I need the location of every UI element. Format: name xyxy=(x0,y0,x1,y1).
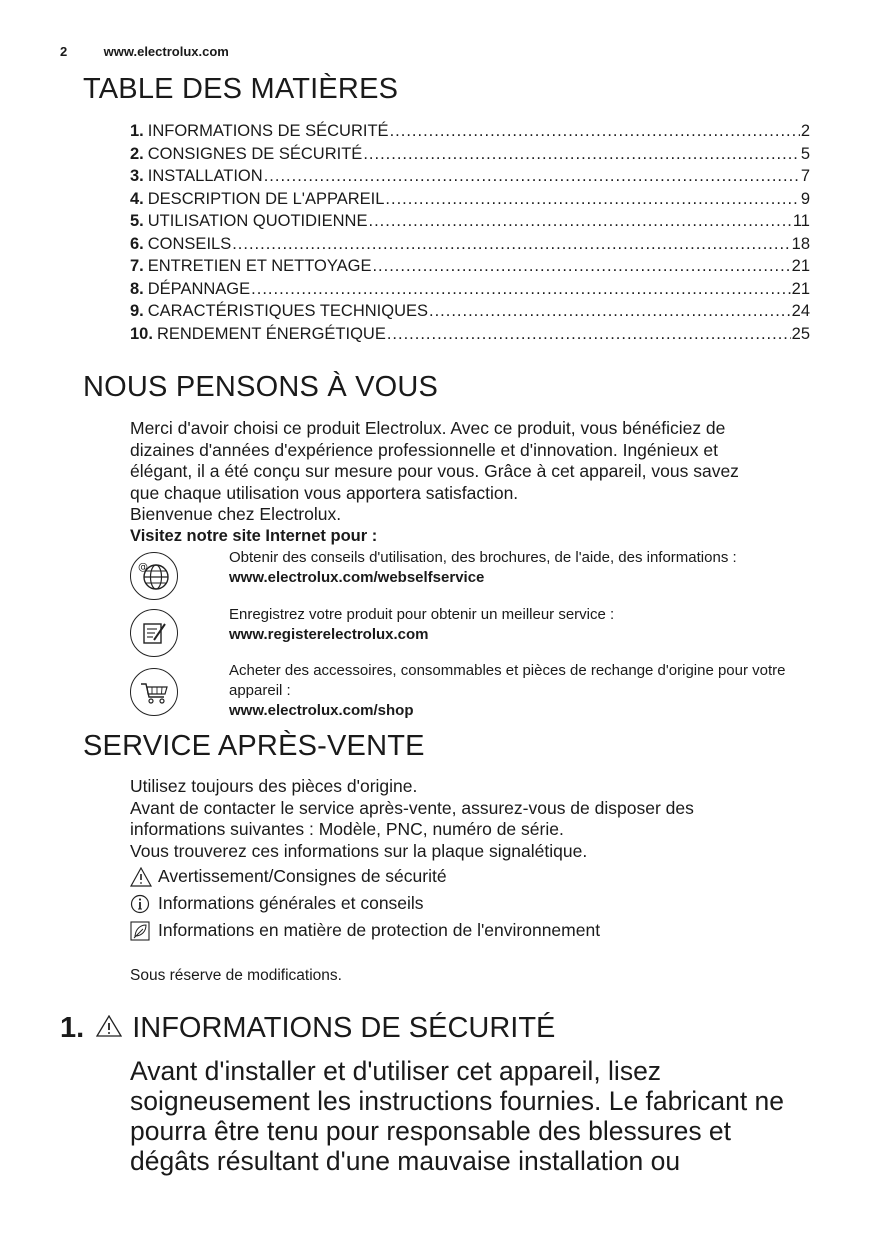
toc-entry-label: INSTALLATION xyxy=(147,167,263,185)
link-row-register xyxy=(130,605,820,661)
link-row-webselfservice xyxy=(130,548,820,604)
toc-entry[interactable]: 7. ENTRETIEN ET NETTOYAGE ..... 21 xyxy=(130,257,810,280)
section-1-title: INFORMATIONS DE SÉCURITÉ xyxy=(132,1012,556,1044)
legend-info xyxy=(130,890,820,917)
toc-entry-page: 2 xyxy=(800,122,810,140)
toc-entry[interactable]: 6. CONSEILS ..... 18 xyxy=(130,235,810,258)
table-of-contents xyxy=(130,122,810,347)
leader-dots xyxy=(385,190,799,209)
toc-entry[interactable]: 1. INFORMATIONS DE SÉCURITÉ ..... 2 xyxy=(130,122,810,145)
link-description: Enregistrez votre produit pour obtenir un meilleur service : xyxy=(229,606,615,623)
legend-warning xyxy=(130,863,820,890)
toc-entry[interactable]: 10. RENDEMENT ÉNERGÉTIQUE ..... 25 xyxy=(130,325,810,348)
visit-label: Visitez notre site Internet pour : xyxy=(130,526,378,545)
toc-entry-label: RENDEMENT ÉNERGÉTIQUE xyxy=(156,324,386,343)
leader-dots xyxy=(264,167,800,186)
modification-note: Sous réserve de modifications. xyxy=(130,967,342,984)
toc-entry-label: CONSEILS xyxy=(147,234,232,253)
toc-entry-label: UTILISATION QUOTIDIENNE xyxy=(147,212,368,230)
toc-entry-page: 7 xyxy=(800,167,810,185)
link-url[interactable]: www.electrolux.com/webselfservice xyxy=(229,569,485,586)
leader-dots xyxy=(232,235,790,254)
warning-icon xyxy=(96,1012,122,1045)
toc-entry-page: 21 xyxy=(791,257,810,275)
leader-dots xyxy=(387,325,791,344)
leader-dots xyxy=(251,280,790,299)
legend-label: Informations en matière de protection de l'environnement xyxy=(158,919,601,940)
toc-entry-page: 9 xyxy=(800,189,810,208)
toc-entry-page: 18 xyxy=(791,234,810,253)
link-row-shop xyxy=(130,661,820,721)
warning-icon xyxy=(130,867,152,887)
toc-entry-label: INFORMATIONS DE SÉCURITÉ xyxy=(147,122,389,140)
shopping-cart-icon xyxy=(130,668,178,716)
section-1-heading xyxy=(60,1012,555,1045)
leader-dots xyxy=(390,122,800,141)
leaf-icon xyxy=(130,921,152,941)
register-icon xyxy=(130,609,178,657)
link-description: Acheter des accessoires, consommables et pièces de rechange d'origine pour votre appareil : xyxy=(229,662,786,699)
toc-entry[interactable]: 3. INSTALLATION ..... 7 xyxy=(130,167,810,190)
legend-label: Informations générales et conseils xyxy=(158,892,424,913)
leader-dots xyxy=(429,302,791,321)
link-url[interactable]: www.electrolux.com/shop xyxy=(229,702,414,719)
toc-entry[interactable]: 8. DÉPANNAGE ..... 21 xyxy=(130,280,810,303)
link-description: Obtenir des conseils d'utilisation, des brochures, de l'aide, des informations : xyxy=(229,549,737,566)
symbol-legend xyxy=(130,863,820,944)
toc-entry-page: 11 xyxy=(792,212,810,230)
info-icon xyxy=(130,894,152,914)
toc-entry-label: DÉPANNAGE xyxy=(147,279,251,298)
leader-dots xyxy=(368,212,791,231)
service-paragraph: Utilisez toujours des pièces d'origine. Avant de contacter le service après-vente, assurez-vous de disposer des informations suivantes : Modèle, PNC, numéro de série. Vous trouverez ces informations sur la plaque signalétique. xyxy=(130,776,694,861)
toc-entry[interactable]: 9. CARACTÉRISTIQUES TECHNIQUES ..... 24 xyxy=(130,302,810,325)
leader-dots xyxy=(372,257,790,276)
section-1-intro: Avant d'installer et d'utiliser cet appareil, lisez soigneusement les instructions fournies. Le fabricant ne pourra être tenu pour responsable des blessures et dégâts résultant d'une mauvaise installation ou xyxy=(130,1056,785,1176)
site-url: www.electrolux.com xyxy=(103,44,229,59)
toc-entry[interactable]: 5. UTILISATION QUOTIDIENNE ..... 11 xyxy=(130,212,810,235)
svg-text:@: @ xyxy=(138,562,148,573)
toc-entry[interactable]: 4. DESCRIPTION DE L'APPAREIL ..... 9 xyxy=(130,190,810,213)
globe-icon xyxy=(130,552,178,600)
toc-entry-page: 25 xyxy=(791,324,810,343)
toc-entry-label: ENTRETIEN ET NETTOYAGE xyxy=(147,257,372,275)
toc-entry-label: CARACTÉRISTIQUES TECHNIQUES xyxy=(147,302,428,320)
section-title-service: SERVICE APRÈS-VENTE xyxy=(83,730,425,762)
toc-title: TABLE DES MATIÈRES xyxy=(83,73,399,105)
page-header xyxy=(60,44,229,59)
legend-label: Avertissement/Consignes de sécurité xyxy=(158,865,447,886)
legend-environment xyxy=(130,917,820,944)
section-number: 1. xyxy=(60,1012,85,1044)
toc-entry-page: 5 xyxy=(800,144,810,163)
leader-dots xyxy=(363,145,800,164)
section-title-thinking: NOUS PENSONS À VOUS xyxy=(83,371,439,403)
intro-paragraph: Merci d'avoir choisi ce produit Electrolux. Avec ce produit, vous bénéficiez de dizaines d'années d'expérience professionnelle et d'innovation. Ingénieux et élégant, il a été conçu sur mesure pour vous. Grâce à cet appareil, vous savez que chaque utilisation vous apportera satisfaction. Bienvenue chez Electrolux. Visitez notre site Internet pour : xyxy=(130,418,820,547)
toc-entry[interactable]: 2. CONSIGNES DE SÉCURITÉ ..... 5 xyxy=(130,145,810,168)
page-number: 2 xyxy=(60,44,68,59)
link-url[interactable]: www.registerelectrolux.com xyxy=(229,626,429,643)
toc-entry-page: 21 xyxy=(791,279,810,298)
toc-entry-label: DESCRIPTION DE L'APPAREIL xyxy=(147,189,385,208)
toc-entry-label: CONSIGNES DE SÉCURITÉ xyxy=(147,144,363,163)
toc-entry-page: 24 xyxy=(791,302,810,320)
